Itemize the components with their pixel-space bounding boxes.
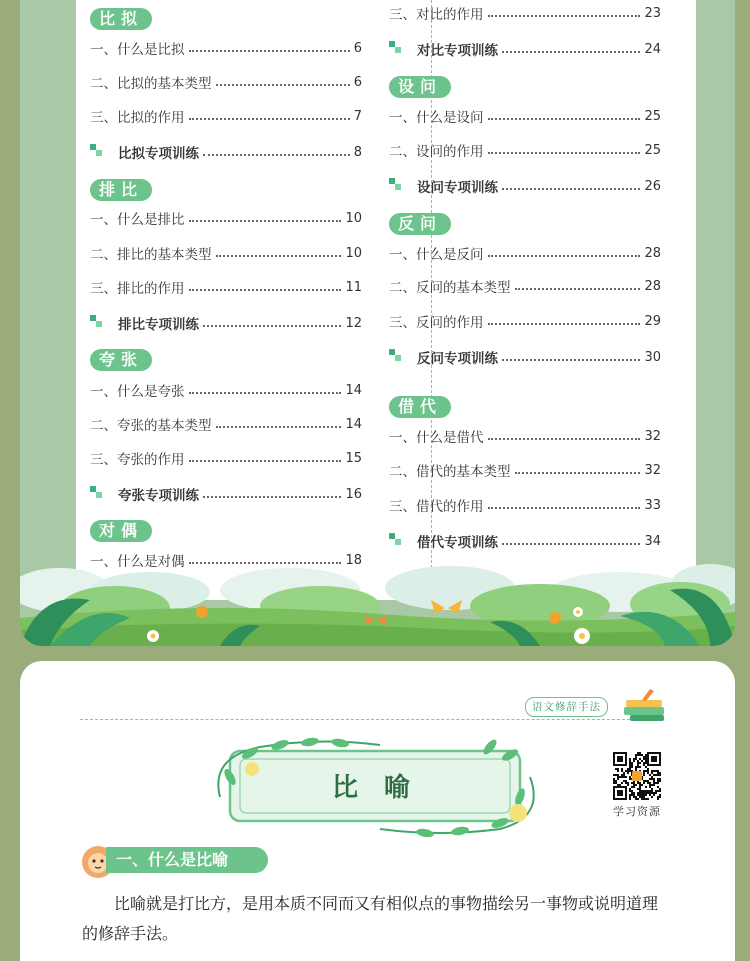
toc-page-number: 18 [345, 552, 362, 568]
dot-leader [515, 280, 641, 290]
chapter-title: 比喻 [331, 773, 436, 803]
toc-entry-label: 三、夸张的作用 [90, 452, 185, 468]
dot-leader [502, 535, 640, 545]
toc-entry[interactable] [90, 413, 362, 435]
chapter-tag: 对偶 [90, 520, 152, 542]
toc-page-number: 29 [644, 313, 661, 329]
toc-page-number: 12 [345, 315, 362, 331]
bullet-squares-icon [90, 144, 104, 158]
dot-leader [488, 110, 641, 120]
toc-training-entry[interactable] [90, 141, 362, 163]
books-icon [620, 687, 668, 723]
toc-entry[interactable] [389, 275, 661, 297]
toc-entry[interactable] [90, 276, 362, 298]
toc-page-number: 23 [644, 5, 661, 21]
toc-page-number: 7 [353, 108, 362, 124]
toc-page-number: 11 [345, 279, 362, 295]
toc-training-entry[interactable] [90, 483, 362, 505]
toc-page-number: 6 [353, 74, 362, 90]
toc-entry[interactable] [90, 105, 362, 127]
bullet-squares-icon [389, 349, 403, 363]
dot-leader [189, 452, 342, 462]
dot-leader [515, 464, 641, 474]
section-heading: 一、什么是比喻 [116, 850, 229, 869]
dot-leader [502, 43, 640, 53]
dot-leader [189, 110, 350, 120]
dot-leader [488, 315, 641, 325]
toc-entry-label: 一、什么是排比 [90, 212, 185, 228]
toc-entry-label: 二、比拟的基本类型 [90, 76, 212, 92]
toc-page-number: 30 [644, 349, 661, 365]
toc-entry-label: 排比专项训练 [118, 317, 199, 333]
series-label: 语文修辞手法 [525, 697, 608, 717]
toc-entry-label: 设问专项训练 [417, 180, 498, 196]
dot-leader [488, 499, 641, 509]
definition-paragraph: 比喻就是打比方，是用本质不同而又有相似点的事物描绘另一事物或说明道理的修辞手法。 [82, 894, 659, 943]
toc-page-number: 16 [345, 486, 362, 502]
toc-entry-label: 二、借代的基本类型 [389, 464, 511, 480]
chapter-tag: 借代 [389, 396, 451, 418]
toc-training-entry[interactable] [389, 346, 661, 368]
toc-entry-label: 一、什么是借代 [389, 430, 484, 446]
dot-leader [488, 7, 641, 17]
toc-entry-label: 一、什么是比拟 [90, 42, 185, 58]
toc-page-number: 28 [644, 278, 661, 294]
toc-entry[interactable] [389, 459, 661, 481]
toc-page-number: 32 [644, 428, 661, 444]
toc-entry-label: 二、反问的基本类型 [389, 280, 511, 296]
table-of-contents-card [20, 0, 735, 646]
dot-leader [502, 180, 640, 190]
toc-entry-label: 三、反问的作用 [389, 315, 484, 331]
chapter-tag: 比拟 [90, 8, 152, 30]
toc-entry[interactable] [389, 425, 661, 447]
toc-page-number: 33 [644, 497, 661, 513]
toc-entry-label: 借代专项训练 [417, 535, 498, 551]
toc-page-number: 28 [644, 245, 661, 261]
toc-entry-label: 三、排比的作用 [90, 281, 185, 297]
chapter-tag: 反问 [389, 213, 451, 235]
toc-entry-label: 夸张专项训练 [118, 488, 199, 504]
dot-leader [203, 146, 350, 156]
toc-entry-label: 二、排比的基本类型 [90, 247, 212, 263]
toc-training-entry[interactable] [90, 312, 362, 334]
dot-leader [189, 281, 342, 291]
toc-page-number: 15 [345, 450, 362, 466]
bullet-squares-icon [389, 533, 403, 547]
toc-entry-label: 三、比拟的作用 [90, 110, 185, 126]
toc-page-number: 32 [644, 462, 661, 478]
dot-leader [203, 488, 341, 498]
toc-entry-label: 一、什么是设问 [389, 110, 484, 126]
dot-leader [216, 247, 342, 257]
chapter-page-card [20, 661, 735, 961]
toc-page-number: 10 [345, 210, 362, 226]
toc-entry-label: 二、夸张的基本类型 [90, 418, 212, 434]
toc-page-number: 14 [345, 416, 362, 432]
toc-entry-label: 三、借代的作用 [389, 499, 484, 515]
toc-entry[interactable] [90, 37, 362, 59]
bullet-squares-icon [90, 486, 104, 500]
toc-entry[interactable] [90, 379, 362, 401]
toc-page-number: 10 [345, 245, 362, 261]
toc-page-number: 14 [345, 382, 362, 398]
dot-leader [189, 42, 350, 52]
qr-code-icon[interactable] [612, 751, 662, 801]
toc-entry[interactable] [389, 242, 661, 264]
dot-leader [488, 144, 641, 154]
toc-entry[interactable] [90, 447, 362, 469]
toc-entry[interactable] [90, 71, 362, 93]
chapter-tag: 夸张 [90, 349, 152, 371]
bullet-squares-icon [389, 178, 403, 192]
toc-page-number: 24 [644, 41, 661, 57]
toc-entry-label: 一、什么是对偶 [90, 554, 185, 570]
toc-page-number: 25 [644, 142, 661, 158]
dot-leader [502, 351, 640, 361]
toc-page-number: 6 [353, 40, 362, 56]
toc-entry[interactable] [389, 494, 661, 516]
toc-training-entry[interactable] [389, 530, 661, 552]
toc-entry[interactable] [389, 139, 661, 161]
toc-entry[interactable] [90, 242, 362, 264]
toc-entry-label: 反问专项训练 [417, 351, 498, 367]
dot-leader [216, 76, 350, 86]
toc-page-number: 26 [644, 178, 661, 194]
bullet-squares-icon [90, 315, 104, 329]
qr-caption: 学习资源 [613, 805, 661, 818]
header-dashed-line [80, 719, 640, 720]
toc-entry[interactable] [389, 105, 661, 127]
chapter-tag: 排比 [90, 179, 152, 201]
dot-leader [189, 212, 342, 222]
toc-entry-label: 一、什么是夸张 [90, 384, 185, 400]
dot-leader [488, 247, 641, 257]
dot-leader [189, 384, 342, 394]
toc-entry-label: 三、对比的作用 [389, 7, 484, 23]
toc-training-entry[interactable] [389, 38, 661, 60]
toc-entry[interactable] [389, 2, 661, 24]
toc-training-entry[interactable] [389, 175, 661, 197]
meadow-scenery-illustration [20, 560, 735, 646]
chapter-tag: 设问 [389, 76, 451, 98]
toc-page-number: 8 [353, 144, 362, 160]
toc-entry[interactable] [389, 310, 661, 332]
toc-entry-label: 二、设问的作用 [389, 144, 484, 160]
toc-sheet [76, 0, 696, 600]
toc-entry-label: 比拟专项训练 [118, 146, 199, 162]
bullet-squares-icon [389, 41, 403, 55]
toc-entry-label: 对比专项训练 [417, 43, 498, 59]
toc-entry[interactable] [90, 207, 362, 229]
toc-entry-label: 一、什么是反问 [389, 247, 484, 263]
toc-page-number: 25 [644, 108, 661, 124]
toc-page-number: 34 [644, 533, 661, 549]
dot-leader [488, 430, 641, 440]
dot-leader [203, 317, 341, 327]
dot-leader [216, 418, 342, 428]
